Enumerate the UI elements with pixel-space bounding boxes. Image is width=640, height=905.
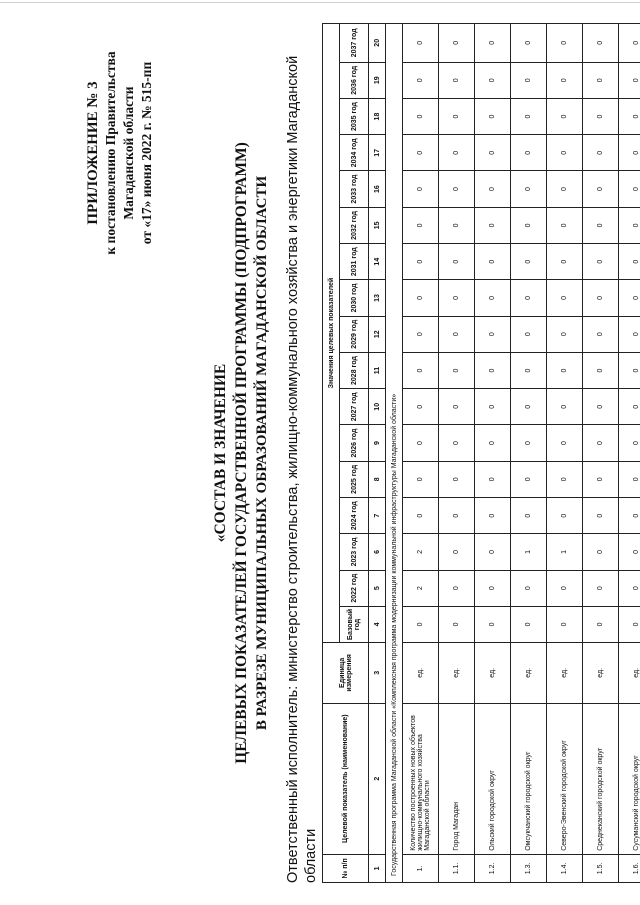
responsible-executor: Ответственный исполнитель: министерство строительства, жилищно-коммунального хозяйства и энергетики Магаданской области: [285, 55, 319, 883]
row-value: 0: [403, 316, 439, 352]
column-number: 6: [369, 534, 386, 570]
top-divider: [0, 2, 640, 3]
row-value: 0: [547, 389, 583, 425]
table-row: [511, 24, 547, 883]
row-value: 0: [439, 244, 475, 280]
row-value: 0: [475, 171, 511, 207]
row-number: 1.1.: [439, 854, 475, 882]
column-number: 14: [369, 244, 386, 280]
row-value: 0: [439, 135, 475, 171]
row-value: 0: [619, 98, 640, 134]
row-value: 0: [475, 244, 511, 280]
row-value: 0: [547, 171, 583, 207]
column-number: 8: [369, 461, 386, 497]
row-value: 0: [583, 534, 619, 570]
row-value: 0: [403, 24, 439, 63]
row-unit: ед.: [475, 643, 511, 703]
appendix-title: ПРИЛОЖЕНИЕ № 3: [85, 81, 101, 225]
row-name: Количество построенных новых объектов жилищно-коммунального хозяйства Магаданской области: [403, 703, 439, 854]
table-row: [583, 24, 619, 883]
row-value: 0: [547, 425, 583, 461]
row-value: 0: [619, 171, 640, 207]
row-value: 0: [583, 98, 619, 134]
row-value: 0: [403, 389, 439, 425]
indicators-table: [322, 23, 640, 883]
row-value: 0: [583, 171, 619, 207]
row-value: 0: [511, 62, 547, 98]
row-value: 0: [439, 534, 475, 570]
row-unit: ед.: [583, 643, 619, 703]
year-header: 2028 год: [340, 352, 369, 388]
row-value: 0: [547, 461, 583, 497]
row-value: 0: [439, 606, 475, 642]
row-value: 0: [475, 98, 511, 134]
document-title: [210, 23, 272, 883]
column-number: 18: [369, 98, 386, 134]
row-unit: ед.: [403, 643, 439, 703]
row-value: 0: [619, 244, 640, 280]
appendix-header: [84, 23, 156, 283]
column-number: 3: [369, 643, 386, 703]
appendix-line-4: от «17» июня 2022 г. № 515-пп: [139, 61, 154, 245]
row-value: 0: [619, 534, 640, 570]
row-value: 0: [583, 461, 619, 497]
row-value: 0: [583, 425, 619, 461]
title-line-2: ЦЕЛЕВЫХ ПОКАЗАТЕЛЕЙ ГОСУДАРСТВЕННОЙ ПРОГРАММЫ (ПОДПРОГРАММ): [233, 142, 250, 764]
row-value: 0: [475, 570, 511, 606]
row-value: 0: [547, 570, 583, 606]
row-value: 0: [475, 461, 511, 497]
year-header: 2037 год: [340, 24, 369, 63]
column-number: 12: [369, 316, 386, 352]
row-number: 1.4.: [547, 854, 583, 882]
table-row: [403, 24, 439, 883]
row-value: 0: [619, 389, 640, 425]
column-number: 20: [369, 24, 386, 63]
col-values-header: Значения целевых показателей: [323, 24, 340, 643]
column-number: 15: [369, 207, 386, 243]
row-value: 0: [511, 207, 547, 243]
row-value: 0: [475, 135, 511, 171]
column-number: 19: [369, 62, 386, 98]
table-row: [475, 24, 511, 883]
row-value: 0: [439, 389, 475, 425]
row-name: Среднеканский городской округ: [583, 703, 619, 854]
year-header: 2027 год: [340, 389, 369, 425]
row-value: 0: [583, 352, 619, 388]
row-value: 2: [403, 570, 439, 606]
year-header: 2022 год: [340, 570, 369, 606]
row-name: Омсукчанский городской округ: [511, 703, 547, 854]
col-unit-header: Единица измерения: [323, 643, 369, 703]
column-number: 17: [369, 135, 386, 171]
row-value: 0: [439, 207, 475, 243]
row-value: 0: [475, 280, 511, 316]
row-value: 0: [547, 352, 583, 388]
row-value: 0: [439, 352, 475, 388]
row-value: 0: [511, 135, 547, 171]
column-number: 16: [369, 171, 386, 207]
row-value: 0: [439, 497, 475, 533]
row-value: 0: [547, 497, 583, 533]
year-header: 2026 год: [340, 425, 369, 461]
row-value: 0: [547, 24, 583, 63]
rotated-content: [22, 23, 640, 883]
row-name: Город Магадан: [439, 703, 475, 854]
row-value: 0: [583, 62, 619, 98]
section-row: [386, 24, 403, 883]
column-number: 5: [369, 570, 386, 606]
row-value: 0: [619, 280, 640, 316]
row-unit: ед.: [439, 643, 475, 703]
row-name: Ольский городской округ: [475, 703, 511, 854]
row-value: 0: [475, 207, 511, 243]
row-value: 0: [475, 352, 511, 388]
row-value: 0: [547, 244, 583, 280]
row-value: 0: [439, 280, 475, 316]
column-number: 10: [369, 389, 386, 425]
row-value: 0: [439, 425, 475, 461]
row-value: 0: [439, 24, 475, 63]
row-value: 0: [403, 280, 439, 316]
row-value: 0: [475, 497, 511, 533]
year-header: 2024 год: [340, 497, 369, 533]
row-value: 1: [547, 534, 583, 570]
row-value: 0: [619, 425, 640, 461]
row-value: 0: [583, 570, 619, 606]
column-number: 13: [369, 280, 386, 316]
row-value: 0: [547, 62, 583, 98]
row-value: 0: [511, 352, 547, 388]
row-unit: ед.: [619, 643, 640, 703]
row-value: 0: [547, 316, 583, 352]
row-value: 0: [439, 461, 475, 497]
appendix-line-3: Магаданской области: [121, 86, 136, 220]
row-value: 0: [619, 497, 640, 533]
col-num-header: № п/п: [323, 854, 369, 882]
row-value: 0: [403, 98, 439, 134]
year-header: 2033 год: [340, 171, 369, 207]
row-value: 0: [403, 244, 439, 280]
row-unit: ед.: [547, 643, 583, 703]
table-row: [547, 24, 583, 883]
row-value: 0: [439, 570, 475, 606]
row-name: Сусуманский городской округ: [619, 703, 640, 854]
row-value: 0: [475, 425, 511, 461]
row-value: 0: [583, 316, 619, 352]
row-number: 1.: [403, 854, 439, 882]
row-value: 0: [619, 62, 640, 98]
row-value: 0: [403, 606, 439, 642]
row-value: 0: [619, 316, 640, 352]
row-value: 0: [583, 135, 619, 171]
row-value: 0: [439, 171, 475, 207]
year-header: 2036 год: [340, 62, 369, 98]
section-title: Государственная программа Магаданской области «Комплексная программа модернизации коммунальной инфраструктуры Магаданской области»: [386, 24, 403, 883]
row-value: 0: [547, 135, 583, 171]
row-value: 0: [511, 244, 547, 280]
row-value: 0: [511, 280, 547, 316]
row-value: 0: [547, 98, 583, 134]
row-value: 0: [403, 62, 439, 98]
row-value: 0: [511, 389, 547, 425]
col-name-header: Целевой показатель (наименование): [323, 703, 369, 854]
year-header: 2023 год: [340, 534, 369, 570]
column-number: 7: [369, 497, 386, 533]
row-value: 0: [619, 207, 640, 243]
row-value: 0: [403, 425, 439, 461]
row-value: 0: [619, 461, 640, 497]
row-value: 0: [511, 606, 547, 642]
row-value: 0: [439, 98, 475, 134]
row-value: 0: [583, 389, 619, 425]
row-value: 0: [547, 207, 583, 243]
row-value: 0: [511, 461, 547, 497]
row-number: 1.2.: [475, 854, 511, 882]
appendix-line-2: к постановлению Правительства: [103, 51, 118, 255]
row-value: 0: [475, 24, 511, 63]
column-number: 9: [369, 425, 386, 461]
row-value: 0: [403, 207, 439, 243]
row-value: 0: [511, 497, 547, 533]
row-value: 0: [511, 425, 547, 461]
row-value: 0: [583, 207, 619, 243]
column-number: 11: [369, 352, 386, 388]
row-value: 0: [475, 316, 511, 352]
year-header: 2029 год: [340, 316, 369, 352]
year-header: 2025 год: [340, 461, 369, 497]
row-value: 1: [511, 534, 547, 570]
row-number: 1.6.: [619, 854, 640, 882]
row-value: 0: [511, 316, 547, 352]
row-value: 0: [583, 244, 619, 280]
row-value: 0: [583, 24, 619, 63]
row-number: 1.5.: [583, 854, 619, 882]
row-value: 0: [403, 171, 439, 207]
row-value: 2: [403, 534, 439, 570]
year-header: 2031 год: [340, 244, 369, 280]
row-value: 0: [511, 98, 547, 134]
row-value: 0: [547, 280, 583, 316]
column-number: 2: [369, 703, 386, 854]
row-number: 1.3.: [511, 854, 547, 882]
row-value: 0: [403, 461, 439, 497]
row-value: 0: [403, 352, 439, 388]
year-header: 2030 год: [340, 280, 369, 316]
row-value: 0: [439, 62, 475, 98]
year-header: 2032 год: [340, 207, 369, 243]
row-value: 0: [619, 606, 640, 642]
row-value: 0: [475, 606, 511, 642]
row-value: 0: [439, 316, 475, 352]
table-row: [619, 24, 640, 883]
row-value: 0: [511, 570, 547, 606]
row-value: 0: [583, 606, 619, 642]
col-base-header: Базовый год: [340, 606, 369, 642]
row-value: 0: [475, 389, 511, 425]
row-unit: ед.: [511, 643, 547, 703]
row-value: 0: [583, 497, 619, 533]
column-number: 1: [369, 854, 386, 882]
row-value: 0: [475, 62, 511, 98]
row-value: 0: [583, 280, 619, 316]
row-value: 0: [511, 24, 547, 63]
row-value: 0: [403, 497, 439, 533]
row-value: 0: [619, 570, 640, 606]
title-line-1: «СОСТАВ И ЗНАЧЕНИЕ: [212, 363, 229, 543]
year-header: 2035 год: [340, 98, 369, 134]
row-value: 0: [547, 606, 583, 642]
row-name: Северо-Эвенский городской округ: [547, 703, 583, 854]
row-value: 0: [619, 24, 640, 63]
column-number: 4: [369, 606, 386, 642]
row-value: 0: [475, 534, 511, 570]
row-value: 0: [511, 171, 547, 207]
table-row: [439, 24, 475, 883]
row-value: 0: [619, 135, 640, 171]
year-header: 2034 год: [340, 135, 369, 171]
title-line-3: В РАЗРЕЗЕ МУНИЦИПАЛЬНЫХ ОБРАЗОВАНИЙ МАГАДАНСКОЙ ОБЛАСТИ: [254, 175, 270, 731]
row-value: 0: [619, 352, 640, 388]
row-value: 0: [403, 135, 439, 171]
column-numbers-row: [369, 24, 386, 883]
